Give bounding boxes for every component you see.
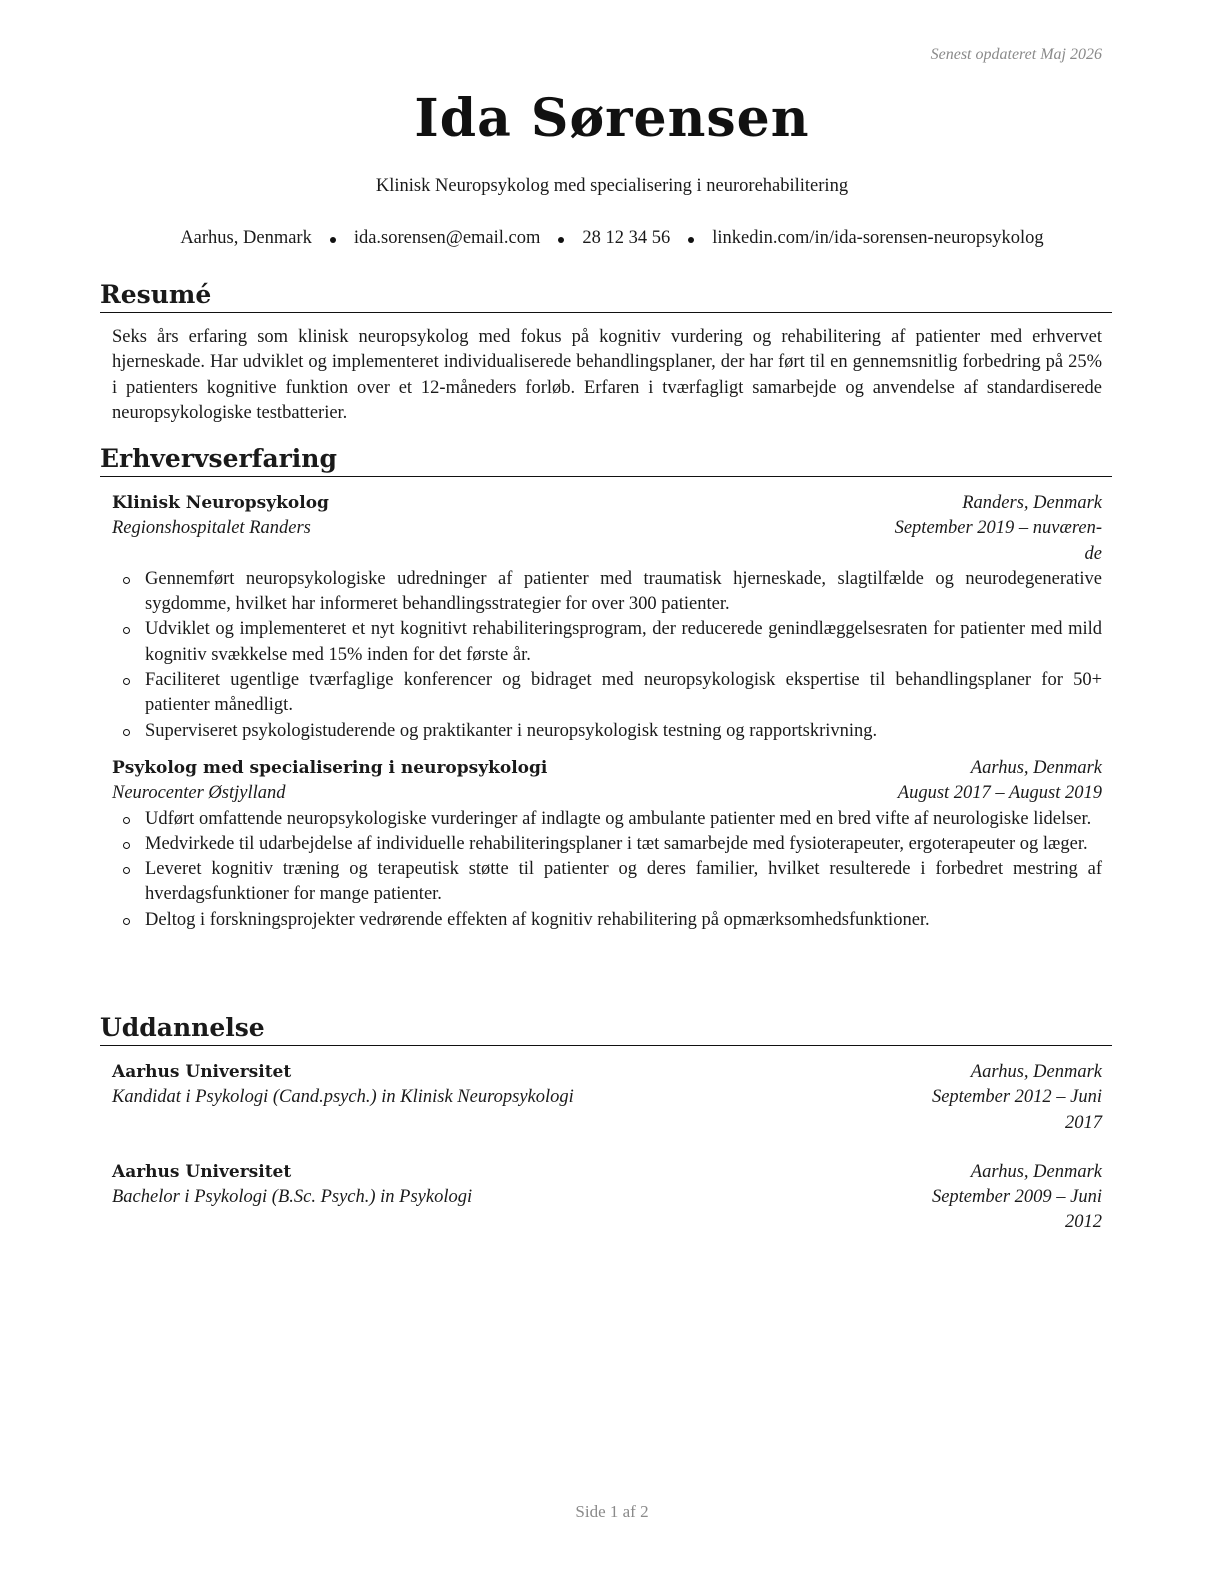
education-dates-line: 2012 bbox=[1065, 1212, 1102, 1233]
job-organization: Neurocenter Østjylland bbox=[112, 783, 286, 804]
list-item: Gennemført neuropsykologiske udredninger af patienter med traumatisk hjerneskade, slagtilfælde og neurodegenerative sygdomme, hvilket har informeret behandlingsstrategier for over 300 patienter. bbox=[145, 567, 1102, 618]
section-heading: Resumé bbox=[100, 280, 1112, 313]
education-dates-line: September 2009 – Juni bbox=[931, 1187, 1102, 1208]
section-heading: Uddannelse bbox=[100, 1013, 1112, 1046]
page-number: Side 1 af 2 bbox=[575, 1502, 649, 1521]
education-section bbox=[100, 1013, 1112, 1236]
last-updated: Senest opdateret Maj 2026 bbox=[930, 46, 1102, 63]
list-item: Superviseret psykologistuderende og praktikanter i neuropsykologisk testning og rapportskrivning. bbox=[145, 719, 1102, 744]
job-subheader-row bbox=[112, 781, 1102, 806]
degree-name: Kandidat i Psykologi (Cand.psych.) in Klinisk Neuropsykologi bbox=[112, 1087, 574, 1108]
education-entry bbox=[112, 1060, 1102, 1136]
candidate-name: Ida Sørensen bbox=[414, 88, 810, 149]
education-subheader-row bbox=[112, 1185, 1102, 1236]
job-dates: August 2017 – August 2019 bbox=[897, 783, 1102, 804]
job-subheader-row bbox=[112, 516, 1102, 567]
education-dates-line: 2017 bbox=[1065, 1112, 1102, 1133]
experience-section bbox=[100, 444, 1112, 933]
school-name: Aarhus Universitet bbox=[112, 1161, 292, 1182]
bullet-separator-icon bbox=[688, 237, 694, 243]
list-item: Deltog i forskningsprojekter vedrørende effekten af kognitiv rehabilitering på opmærksomhedsfunktioner. bbox=[145, 908, 1102, 933]
job-bullets bbox=[112, 807, 1102, 933]
contact-phone[interactable]: 28 12 34 56 bbox=[582, 228, 671, 248]
contact-line bbox=[0, 228, 1224, 249]
education-dates bbox=[932, 1085, 1102, 1136]
school-location: Aarhus, Denmark bbox=[970, 1062, 1102, 1082]
job-title: Klinisk Neuropsykolog bbox=[112, 493, 329, 513]
education-subheader-row bbox=[112, 1085, 1102, 1136]
education-dates bbox=[932, 1185, 1102, 1236]
education-entry bbox=[112, 1160, 1102, 1236]
bullet-separator-icon bbox=[330, 237, 336, 243]
job-location: Aarhus, Denmark bbox=[970, 757, 1102, 778]
job-header-row bbox=[112, 756, 1102, 781]
education-dates-line: September 2012 – Juni bbox=[931, 1087, 1102, 1108]
school-name: Aarhus Universitet bbox=[112, 1062, 292, 1082]
list-item: Udført omfattende neuropsykologiske vurderinger af indlagte og ambulante patienter med en bred vifte af neurologiske lidelser. bbox=[145, 807, 1102, 832]
list-item: Faciliteret ugentlige tværfaglige konferencer og bidraget med neuropsykologisk ekspertise til behandlingsplaner for 50+ patienter månedligt. bbox=[145, 668, 1102, 719]
bullet-separator-icon bbox=[558, 237, 564, 243]
job-title: Psykolog med specialisering i neuropsykologi bbox=[112, 757, 548, 778]
job-entry bbox=[112, 756, 1102, 933]
list-item: Medvirkede til udarbejdelse af individuelle rehabiliteringsplaner i tæt samarbejde med fysioterapeuter, ergoterapeuter og læger. bbox=[145, 832, 1102, 857]
degree-name: Bachelor i Psykologi (B.Sc. Psych.) in Psykologi bbox=[112, 1187, 473, 1208]
education-header-row bbox=[112, 1060, 1102, 1085]
job-dates bbox=[895, 516, 1102, 567]
school-location: Aarhus, Denmark bbox=[970, 1161, 1102, 1182]
summary-section bbox=[100, 280, 1112, 426]
contact-location: Aarhus, Denmark bbox=[180, 228, 312, 248]
summary-text: Seks års erfaring som klinisk neuropsykolog med fokus på kognitiv vurdering og rehabilitering af patienter med erhvervet hjerneskade. Har udviklet og implementeret individualiserede behandlingsplaner, der har ført til en gennemsnitlig forbedring på 25% i patienters kognitive funktion over et 12-måneders forløb. Erfaren i tværfagligt samarbejde og anvendelse af standardiserede neuropsykologiske testbatterier. bbox=[112, 327, 1102, 423]
list-item: Leveret kognitiv træning og terapeutisk støtte til patienter og deres familier, hvilket resulterede i forbedret mestring af hverdagsfunktioner for mange patienter. bbox=[145, 857, 1102, 908]
education-header-row bbox=[112, 1160, 1102, 1185]
job-entry bbox=[112, 491, 1102, 744]
candidate-headline: Klinisk Neuropsykolog med specialisering i neurorehabilitering bbox=[375, 176, 849, 196]
section-heading: Erhvervserfaring bbox=[100, 444, 1112, 477]
list-item: Udviklet og implementeret et nyt kognitivt rehabiliteringsprogram, der reducerede genindlæggelsesraten for patienter med mild kognitiv svækkelse med 15% inden for det første år. bbox=[145, 617, 1102, 668]
job-dates-line: September 2019 – nuværen- bbox=[894, 518, 1102, 539]
job-bullets bbox=[112, 567, 1102, 744]
job-dates-line: de bbox=[1084, 543, 1102, 564]
job-location: Randers, Denmark bbox=[962, 493, 1102, 513]
contact-email[interactable]: ida.sorensen@email.com bbox=[353, 228, 541, 248]
contact-linkedin[interactable]: linkedin.com/in/ida-sorensen-neuropsykolog bbox=[712, 228, 1044, 248]
job-organization: Regionshospitalet Randers bbox=[112, 518, 311, 539]
job-header-row bbox=[112, 491, 1102, 516]
